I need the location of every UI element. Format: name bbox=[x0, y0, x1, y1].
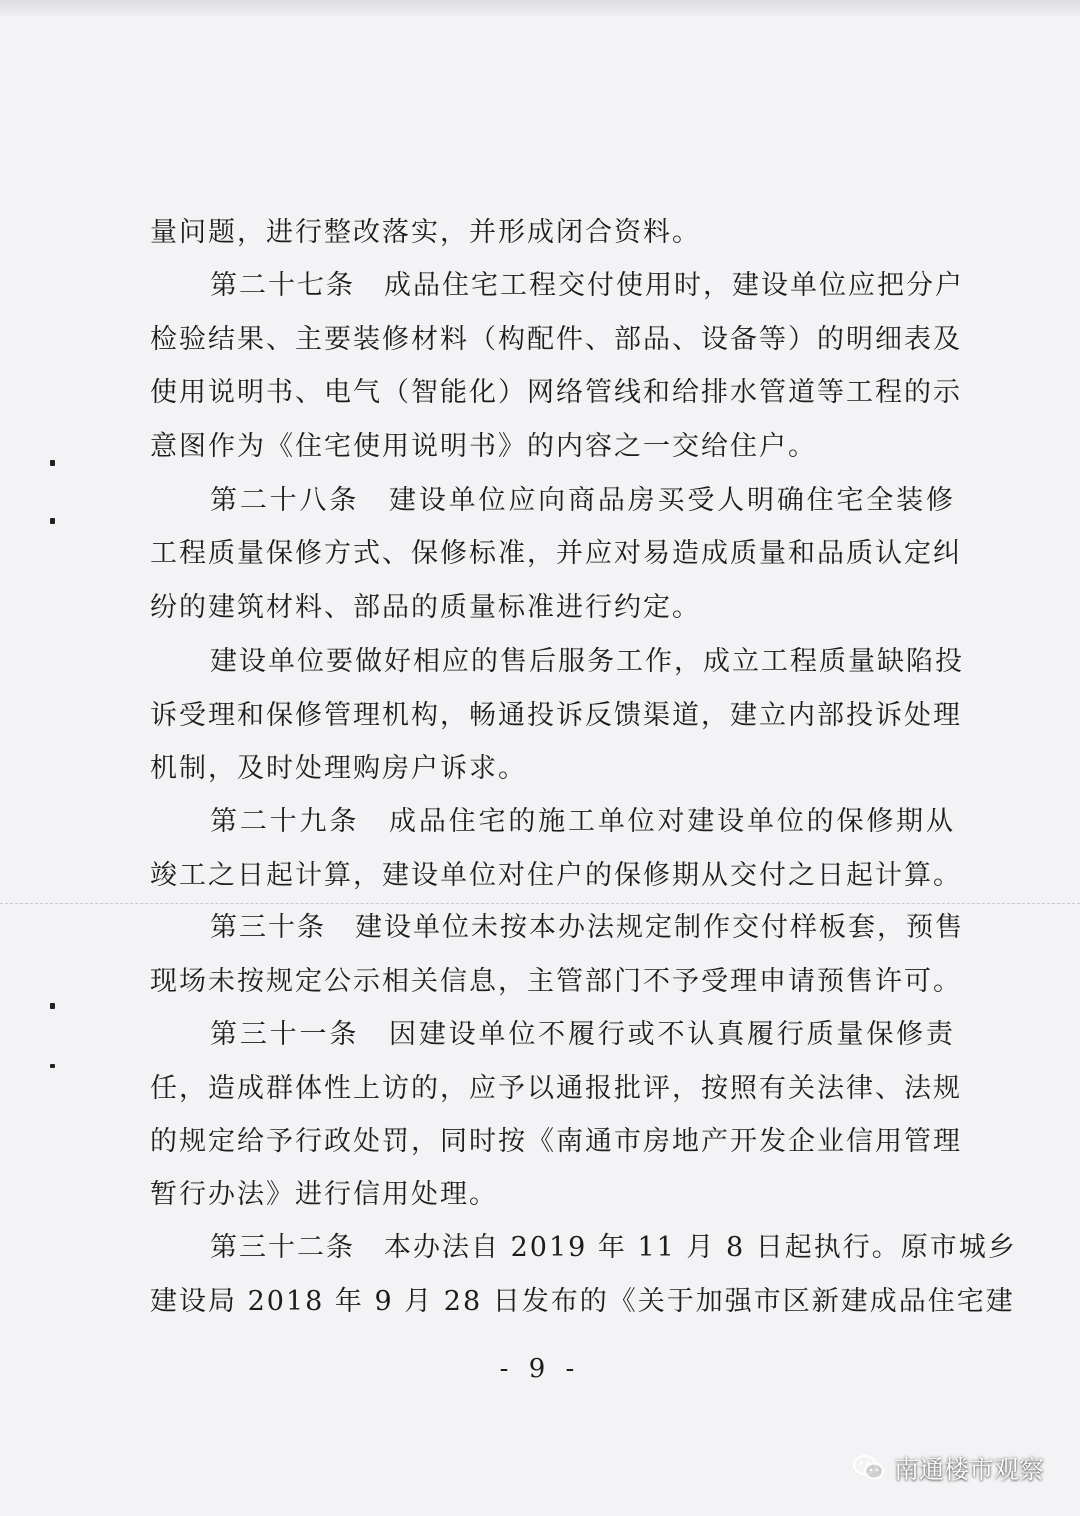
text-line: 第二十七条 成品住宅工程交付使用时，建设单位应把分户 bbox=[210, 270, 964, 301]
text-line: 建设局 2018 年 9 月 28 日发布的《关于加强市区新建成品住宅建 bbox=[150, 1286, 1015, 1317]
text-line: 纷的建筑材料、部品的质量标准进行约定。 bbox=[150, 592, 701, 623]
text-line: 检验结果、主要装修材料（构配件、部品、设备等）的明细表及 bbox=[150, 324, 962, 355]
page-number: - 9 - bbox=[499, 1354, 581, 1384]
account-watermark bbox=[852, 1450, 1044, 1486]
text-line: 意图作为《住宅使用说明书》的内容之一交给住户。 bbox=[150, 431, 817, 462]
text-line: 机制，及时处理购房户诉求。 bbox=[150, 753, 527, 784]
text-line: 第二十八条 建设单位应向商品房买受人明确住宅全装修 bbox=[210, 485, 955, 516]
text-line: 第三十二条 本办法自 2019 年 11 月 8 日起执行。原市城乡 bbox=[210, 1232, 1017, 1263]
watermark-text: 南通楼市观察 bbox=[893, 1455, 1044, 1484]
text-line: 诉受理和保修管理机构，畅通投诉反馈渠道，建立内部投诉处理 bbox=[150, 700, 962, 731]
text-line: 第三十条 建设单位未按本办法规定制作交付样板套，预售 bbox=[210, 912, 964, 943]
text-line: 的规定给予行政处罚，同时按《南通市房地产开发企业信用管理 bbox=[150, 1126, 962, 1157]
text-line: 暂行办法》进行信用处理。 bbox=[150, 1179, 498, 1210]
wechat-icon bbox=[852, 1454, 886, 1482]
text-line: 任，造成群体性上访的，应予以通报批评，按照有关法律、法规 bbox=[150, 1073, 962, 1104]
text-line: 工程质量保修方式、保修标准，并应对易造成质量和品质认定纠 bbox=[150, 538, 962, 569]
text-line: 使用说明书、电气（智能化）网络管线和给排水管道等工程的示 bbox=[150, 377, 962, 408]
text-line: 量问题，进行整改落实，并形成闭合资料。 bbox=[150, 217, 701, 248]
text-line: 第二十九条 成品住宅的施工单位对建设单位的保修期从 bbox=[210, 806, 955, 837]
text-line: 第三十一条 因建设单位不履行或不认真履行质量保修责 bbox=[210, 1019, 955, 1050]
text-line: 建设单位要做好相应的售后服务工作，成立工程质量缺陷投 bbox=[210, 646, 964, 677]
text-line: 现场未按规定公示相关信息，主管部门不予受理申请预售许可。 bbox=[150, 966, 962, 997]
text-line: 竣工之日起计算，建设单位对住户的保修期从交付之日起计算。 bbox=[150, 860, 962, 891]
